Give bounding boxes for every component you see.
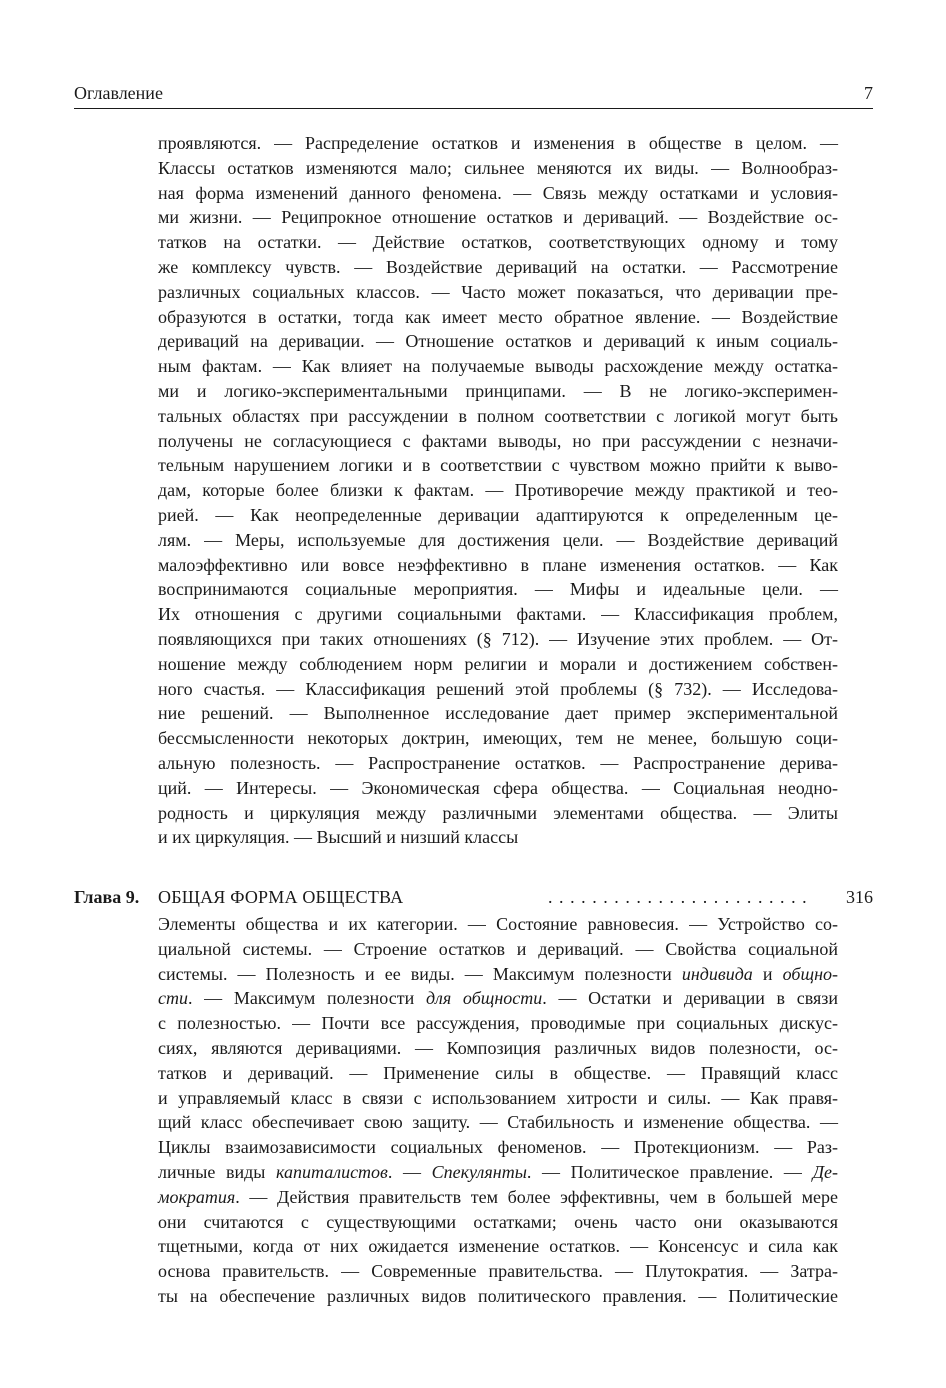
- text-line: ние решений. — Выполненное исследование дает пример экспериментальной: [158, 703, 838, 724]
- text-line: и управляемый класс в связи с использованием хитрости и силы. — Как правя-: [158, 1087, 838, 1108]
- text-line: ного счастья. — Классификация решений этой проблемы (§ 732). — Исследова-: [158, 678, 838, 699]
- text-line: рией. — Как неопределенные деривации адаптируются к определенным це-: [158, 504, 838, 525]
- text-run: . — Остатки и деривации в связи: [542, 988, 838, 1009]
- header-rule: [74, 108, 873, 109]
- italic-term: капиталистов: [276, 1161, 388, 1182]
- running-header: [74, 81, 873, 105]
- text-line: [158, 1185, 838, 1210]
- text-line: получены не согласующиеся с фактами выводы, но при рассуждении с незначи-: [158, 430, 838, 451]
- chapter-label: Глава 9.: [74, 887, 140, 907]
- chapter-page-number[interactable]: 316: [846, 887, 873, 907]
- text-line: Циклы взаимозависимости социальных феноменов. — Протекционизм. — Раз-: [158, 1137, 838, 1158]
- text-line: тщетными, когда от них ожидается изменение остатков. — Консенсус и сила как: [158, 1236, 838, 1257]
- italic-term: общно-: [782, 963, 838, 984]
- italic-term: для общности: [425, 988, 543, 1009]
- text-line: бессмысленности некоторых доктрин, имеющих, тем не менее, большую соци-: [158, 728, 838, 749]
- text-line: ми и логико-экспериментальными принципами. — В не логико-эксперимен-: [158, 380, 838, 401]
- text-line: ным фактам. — Как влияет на получаемые выводы расхождение между остатка-: [158, 356, 838, 377]
- chapter-title[interactable]: ОБЩАЯ ФОРМА ОБЩЕСТВА: [158, 887, 404, 907]
- text-run: и: [752, 963, 783, 984]
- text-line: татков на остатки. — Действие остатков, соответствующих одному и тому: [158, 232, 838, 253]
- text-line: тальных областях при рассуждении в полном соответствии с логикой могут быть: [158, 405, 838, 426]
- text-line: тельным нарушением логики и в соответствии с чувством можно прийти к выво-: [158, 455, 838, 476]
- text-line: основа правительств. — Современные правительства. — Плутократия. — Затра-: [158, 1261, 838, 1282]
- text-line: ты на обеспечение различных видов политического правления. — Политические: [158, 1285, 838, 1306]
- text-line: ций. — Интересы. — Экономическая сфера общества. — Социальная неодно-: [158, 777, 838, 798]
- text-line: дам, которые более близки к фактам. — Противоречие между практикой и тео-: [158, 480, 838, 501]
- italic-term: Де-: [812, 1161, 838, 1182]
- text-run: . — Политическое правление. —: [526, 1161, 813, 1182]
- text-line: татков и дериваций. — Применение силы в обществе. — Правящий класс: [158, 1062, 838, 1083]
- text-line: и их циркуляция. — Высший и низший классы: [158, 827, 519, 848]
- text-line: проявляются. — Распределение остатков и изменения в обществе в целом. —: [158, 133, 838, 153]
- text-line: родность и циркуляция между различными элементами общества. — Элиты: [158, 802, 838, 823]
- text-line: [158, 986, 838, 1011]
- header-title: Оглавление: [74, 83, 163, 103]
- text-line: воспринимаются социальные мероприятия. — Мифы и идеальные цели. —: [158, 579, 838, 600]
- text-line: щий класс обеспечивает свою защиту. — Стабильность и изменение общества. —: [158, 1112, 838, 1133]
- text-line: Элементы общества и их категории. — Состояние равновесия. — Устройство со-: [158, 914, 838, 934]
- text-run: личные виды: [158, 1161, 277, 1182]
- text-line: появляющихся при таких отношениях (§ 712). — Изучение этих проблем. — От-: [158, 628, 838, 649]
- text-run: . — Максимум полезности: [188, 988, 426, 1009]
- chapter-9-summary: [158, 912, 838, 1309]
- text-line: Их отношения с другими социальными фактами. — Классификация проблем,: [158, 604, 838, 625]
- text-line: дериваций на деривации. — Отношение остатков и дериваций к иным социаль-: [158, 331, 838, 352]
- text-line: циальной системы. — Строение остатков и дериваций. — Свойства социальной: [158, 938, 838, 959]
- text-line: же комплексу чувств. — Воздействие дериваций на остатки. — Рассмотрение: [158, 256, 838, 277]
- text-line: ми жизни. — Реципрокное отношение остатков и дериваций. — Воздействие ос-: [158, 207, 838, 228]
- text-line: ная форма изменений данного феномена. — Связь между остатками и условия-: [158, 182, 838, 203]
- text-line: с полезностью. — Почти все рассуждения, проводимые при социальных дискус-: [158, 1013, 838, 1034]
- italic-term: индивида: [681, 963, 753, 984]
- text-run: системы. — Полезность и ее виды. — Максимум полезности: [158, 963, 682, 984]
- header-page-number: 7: [864, 83, 873, 103]
- text-line: лям. — Меры, используемые для достижения цели. — Воздействие дериваций: [158, 529, 838, 550]
- text-line: [158, 1160, 838, 1185]
- italic-term: сти: [158, 988, 188, 1009]
- chapter-8-summary-continuation: [158, 131, 838, 850]
- text-line: сиях, являются деривациями. — Композиция различных видов полезности, ос-: [158, 1037, 838, 1058]
- text-run: . —: [387, 1161, 432, 1182]
- italic-term: мократия: [158, 1186, 236, 1207]
- text-line: [158, 962, 838, 987]
- text-line: они считаются с существующими остатками; очень часто они оказываются: [158, 1211, 838, 1232]
- italic-term: Спекулянты: [431, 1161, 527, 1182]
- dot-leader: ........................: [548, 887, 814, 907]
- text-line: образуются в остатки, тогда как имеет место обратное явление. — Воздействие: [158, 306, 838, 327]
- text-line: альную полезность. — Распространение остатков. — Распространение дерива-: [158, 752, 838, 773]
- text-run: . — Действия правительств тем более эффективны, чем в большей мере: [235, 1186, 838, 1207]
- text-line: Классы остатков изменяются мало; сильнее меняются их виды. — Волнообраз-: [158, 157, 838, 178]
- text-line: малоэффективно или вовсе неэффективно в плане изменения остатков. — Как: [158, 554, 838, 575]
- text-line: различных социальных классов. — Часто может показаться, что деривации пре-: [158, 281, 838, 302]
- text-line: ношение между соблюдением норм религии и морали и достижением собствен-: [158, 653, 838, 674]
- toc-entry-chapter-9[interactable]: [74, 884, 873, 910]
